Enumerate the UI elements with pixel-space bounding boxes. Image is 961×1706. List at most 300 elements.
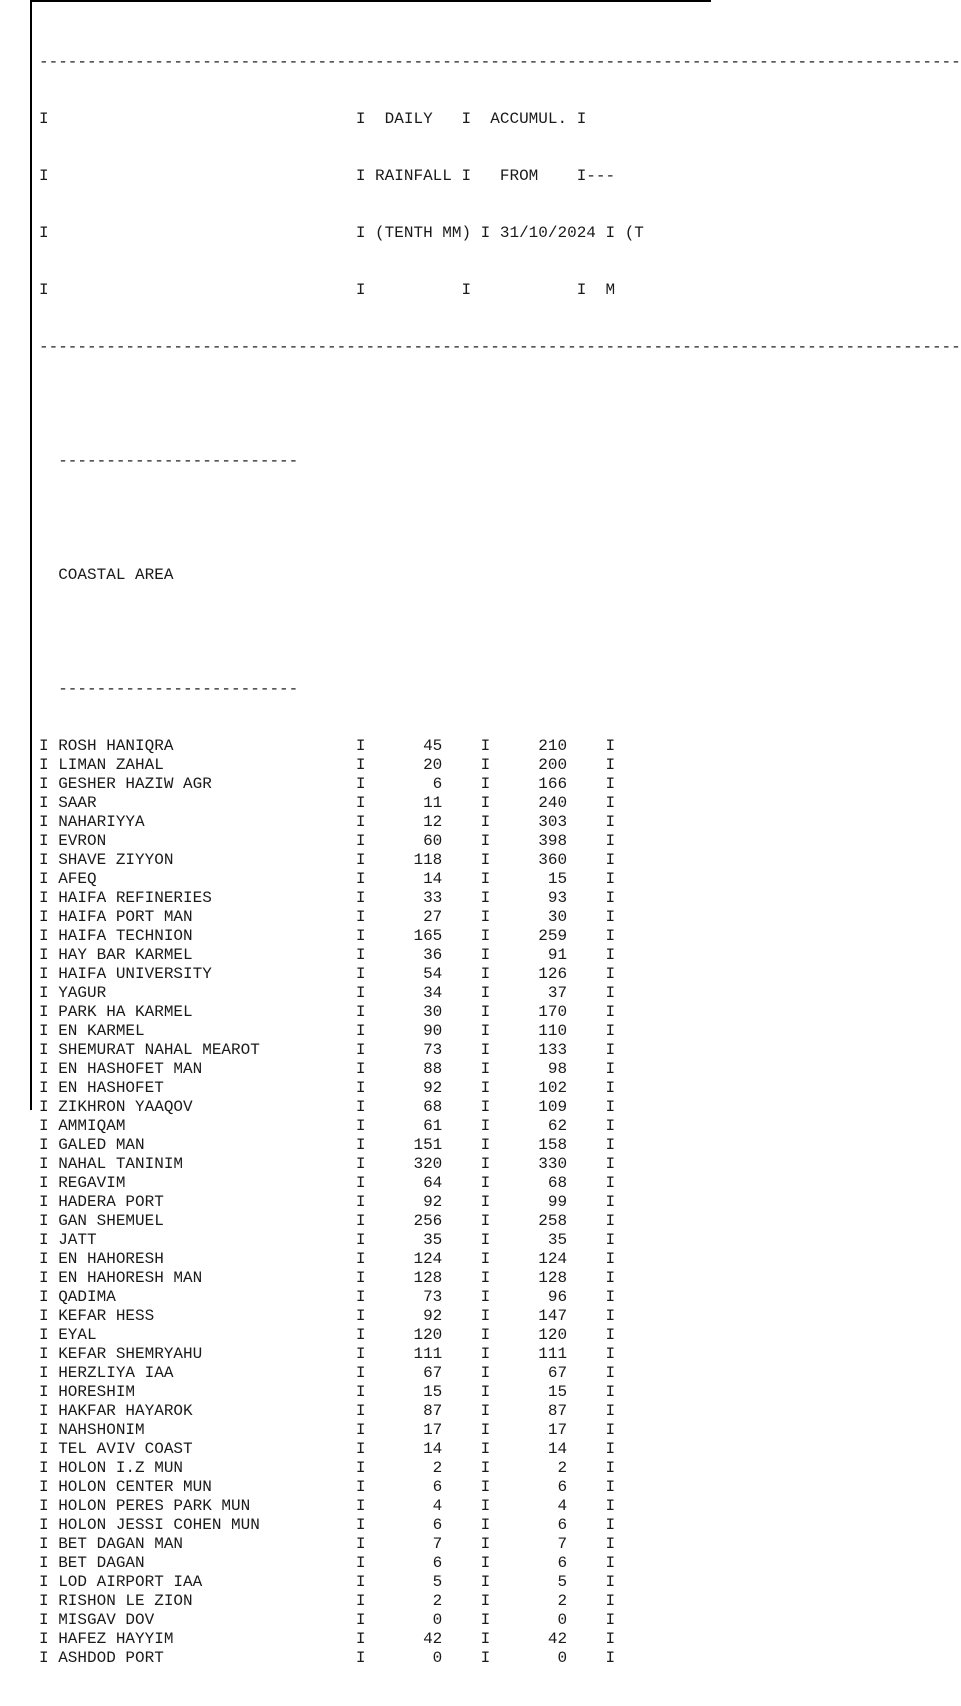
daily-rainfall-value: 68: [375, 1098, 472, 1116]
accumulated-rainfall-value: 0: [499, 1611, 606, 1629]
station-name: HAIFA PORT MAN: [58, 908, 347, 926]
column-separator: I: [605, 1383, 616, 1401]
station-name: GAN SHEMUEL: [58, 1212, 347, 1230]
accumulated-rainfall-value: 35: [499, 1231, 606, 1249]
column-separator: I: [39, 1098, 59, 1116]
daily-rainfall-value: 6: [375, 775, 472, 793]
column-separator: I: [605, 1288, 616, 1306]
table-row: [39, 1098, 961, 1117]
station-name: EN HASHOFET: [58, 1079, 347, 1097]
column-separator: I: [346, 889, 376, 907]
station-name: SHEMURAT NAHAL MEAROT: [58, 1041, 347, 1059]
daily-rainfall-value: 124: [375, 1250, 472, 1268]
column-separator: I: [346, 1573, 376, 1591]
table-row: [39, 1174, 961, 1193]
column-separator: I: [346, 1079, 376, 1097]
column-separator: I: [471, 1041, 500, 1059]
station-name: KEFAR HESS: [58, 1307, 347, 1325]
station-name: NAHSHONIM: [58, 1421, 347, 1439]
table-row: [39, 1193, 961, 1212]
column-separator: I: [39, 1573, 59, 1591]
accumulated-rainfall-value: 67: [499, 1364, 606, 1382]
column-separator: I: [39, 1630, 59, 1648]
station-name: GALED MAN: [58, 1136, 347, 1154]
column-separator: I: [471, 1098, 500, 1116]
header-bottom-rule: ------------------------------------------------------------------------------------------------: [39, 338, 961, 356]
column-separator: I: [346, 851, 376, 869]
section-title: COASTAL AREA: [58, 566, 174, 584]
column-separator: I: [605, 1326, 616, 1344]
column-separator: I: [471, 1497, 500, 1515]
table-row: [39, 1326, 961, 1345]
column-separator: I: [346, 1250, 376, 1268]
column-separator: I: [471, 813, 500, 831]
table-row: [39, 946, 961, 965]
column-separator: I: [471, 1155, 500, 1173]
column-separator: I: [39, 1041, 59, 1059]
column-separator: I: [471, 775, 500, 793]
daily-rainfall-value: 34: [375, 984, 472, 1002]
station-name: HAIFA UNIVERSITY: [58, 965, 347, 983]
table-row: [39, 1117, 961, 1136]
column-separator: I: [39, 1307, 59, 1325]
daily-rainfall-value: 92: [375, 1307, 472, 1325]
accumulated-rainfall-value: 17: [499, 1421, 606, 1439]
table-row: [39, 927, 961, 946]
column-separator: I: [605, 1516, 616, 1534]
station-name: EN KARMEL: [58, 1022, 347, 1040]
column-separator: I: [605, 889, 616, 907]
station-name: EN HAHORESH: [58, 1250, 347, 1268]
column-separator: I: [605, 1478, 616, 1496]
column-separator: I: [39, 1288, 59, 1306]
table-row: [39, 1383, 961, 1402]
daily-rainfall-value: 4: [375, 1497, 472, 1515]
column-separator: I: [346, 1630, 376, 1648]
table-row: [39, 851, 961, 870]
column-separator: I: [605, 870, 616, 888]
column-separator: I: [471, 1288, 500, 1306]
station-name: SAAR: [58, 794, 347, 812]
column-separator: I: [346, 1421, 376, 1439]
column-separator: I: [39, 1402, 59, 1420]
accumulated-rainfall-value: 147: [499, 1307, 606, 1325]
column-separator: I: [605, 1630, 616, 1648]
column-separator: I: [346, 1174, 376, 1192]
accumulated-rainfall-value: 37: [499, 984, 606, 1002]
column-separator: I: [346, 737, 376, 755]
column-separator: I: [39, 1649, 59, 1667]
column-separator: I: [39, 927, 59, 945]
daily-rainfall-value: 256: [375, 1212, 472, 1230]
station-name: HAY BAR KARMEL: [58, 946, 347, 964]
accumulated-rainfall-value: 133: [499, 1041, 606, 1059]
column-separator: I: [471, 1269, 500, 1287]
accumulated-rainfall-value: 6: [499, 1554, 606, 1572]
table-row: [39, 965, 961, 984]
column-separator: I: [39, 1592, 59, 1610]
column-separator: I: [471, 1326, 500, 1344]
daily-rainfall-value: 27: [375, 908, 472, 926]
station-rows: [39, 737, 961, 1668]
spacer: [39, 623, 961, 642]
column-separator: I: [346, 1440, 376, 1458]
column-separator: I: [605, 1003, 616, 1021]
column-separator: I: [39, 1212, 59, 1230]
column-separator: I: [39, 756, 59, 774]
column-separator: I: [346, 1402, 376, 1420]
table-row: [39, 1060, 961, 1079]
column-separator: I: [471, 889, 500, 907]
daily-rainfall-value: 17: [375, 1421, 472, 1439]
rainfall-report: [39, 15, 961, 1706]
station-name: EN HASHOFET MAN: [58, 1060, 347, 1078]
station-name: LOD AIRPORT IAA: [58, 1573, 347, 1591]
header-line-3: I I (TENTH MM) I 31/10/2024 I (T: [39, 224, 644, 242]
column-separator: I: [39, 1326, 59, 1344]
column-separator: I: [471, 1307, 500, 1325]
station-name: HOLON PERES PARK MUN: [58, 1497, 347, 1515]
column-separator: I: [346, 1022, 376, 1040]
station-name: AFEQ: [58, 870, 347, 888]
daily-rainfall-value: 67: [375, 1364, 472, 1382]
station-name: GESHER HAZIW AGR: [58, 775, 347, 793]
accumulated-rainfall-value: 98: [499, 1060, 606, 1078]
daily-rainfall-value: 320: [375, 1155, 472, 1173]
accumulated-rainfall-value: 166: [499, 775, 606, 793]
column-separator: I: [39, 1383, 59, 1401]
station-name: MISGAV DOV: [58, 1611, 347, 1629]
column-separator: I: [471, 1117, 500, 1135]
column-separator: I: [471, 794, 500, 812]
daily-rainfall-value: 120: [375, 1326, 472, 1344]
accumulated-rainfall-value: 87: [499, 1402, 606, 1420]
daily-rainfall-value: 165: [375, 927, 472, 945]
column-separator: I: [346, 1288, 376, 1306]
station-name: BET DAGAN MAN: [58, 1535, 347, 1553]
section-rule-top: -------------------------: [58, 452, 299, 470]
column-separator: I: [39, 1516, 59, 1534]
column-separator: I: [605, 1459, 616, 1477]
column-separator: I: [346, 1098, 376, 1116]
accumulated-rainfall-value: 126: [499, 965, 606, 983]
station-name: EVRON: [58, 832, 347, 850]
accumulated-rainfall-value: 303: [499, 813, 606, 831]
column-separator: I: [471, 1516, 500, 1534]
column-separator: I: [39, 946, 59, 964]
column-separator: I: [605, 1554, 616, 1572]
column-separator: I: [471, 1003, 500, 1021]
column-separator: I: [39, 813, 59, 831]
column-separator: I: [605, 813, 616, 831]
daily-rainfall-value: 45: [375, 737, 472, 755]
column-separator: I: [605, 832, 616, 850]
column-separator: I: [605, 1098, 616, 1116]
column-separator: I: [39, 1497, 59, 1515]
station-name: HADERA PORT: [58, 1193, 347, 1211]
daily-rainfall-value: 14: [375, 870, 472, 888]
station-name: TEL AVIV COAST: [58, 1440, 347, 1458]
column-separator: I: [39, 1079, 59, 1097]
accumulated-rainfall-value: 158: [499, 1136, 606, 1154]
column-separator: I: [471, 1421, 500, 1439]
column-separator: I: [471, 1592, 500, 1610]
column-separator: I: [471, 946, 500, 964]
accumulated-rainfall-value: 68: [499, 1174, 606, 1192]
column-separator: I: [471, 1231, 500, 1249]
accumulated-rainfall-value: 259: [499, 927, 606, 945]
column-separator: I: [346, 1136, 376, 1154]
station-name: JATT: [58, 1231, 347, 1249]
column-separator: I: [39, 1250, 59, 1268]
column-separator: I: [471, 1554, 500, 1572]
daily-rainfall-value: 54: [375, 965, 472, 983]
station-name: HAIFA REFINERIES: [58, 889, 347, 907]
daily-rainfall-value: 6: [375, 1516, 472, 1534]
column-separator: I: [39, 1003, 59, 1021]
daily-rainfall-value: 20: [375, 756, 472, 774]
document-page: [30, 0, 961, 1667]
daily-rainfall-value: 15: [375, 1383, 472, 1401]
column-separator: I: [346, 1117, 376, 1135]
column-separator: I: [346, 1649, 376, 1667]
column-separator: I: [471, 1022, 500, 1040]
column-separator: I: [346, 1193, 376, 1211]
table-row: [39, 1573, 961, 1592]
spacer: [39, 395, 961, 414]
table-row: [39, 1611, 961, 1630]
column-separator: I: [471, 1364, 500, 1382]
accumulated-rainfall-value: 6: [499, 1516, 606, 1534]
station-name: SHAVE ZIYYON: [58, 851, 347, 869]
accumulated-rainfall-value: 258: [499, 1212, 606, 1230]
daily-rainfall-value: 0: [375, 1649, 472, 1667]
header-line-4: I I I I M: [39, 281, 616, 299]
column-separator: I: [39, 1231, 59, 1249]
accumulated-rainfall-value: 7: [499, 1535, 606, 1553]
column-separator: I: [605, 1022, 616, 1040]
daily-rainfall-value: 14: [375, 1440, 472, 1458]
column-separator: I: [346, 832, 376, 850]
column-separator: I: [605, 1231, 616, 1249]
table-row: [39, 1079, 961, 1098]
daily-rainfall-value: 6: [375, 1478, 472, 1496]
accumulated-rainfall-value: 42: [499, 1630, 606, 1648]
accumulated-rainfall-value: 2: [499, 1592, 606, 1610]
station-name: HOLON CENTER MUN: [58, 1478, 347, 1496]
column-separator: I: [605, 756, 616, 774]
column-separator: I: [605, 1041, 616, 1059]
accumulated-rainfall-value: 110: [499, 1022, 606, 1040]
column-separator: I: [471, 1136, 500, 1154]
accumulated-rainfall-value: 6: [499, 1478, 606, 1496]
column-separator: I: [346, 1155, 376, 1173]
daily-rainfall-value: 151: [375, 1136, 472, 1154]
column-separator: I: [605, 1611, 616, 1629]
table-row: [39, 813, 961, 832]
column-separator: I: [346, 1326, 376, 1344]
station-name: HORESHIM: [58, 1383, 347, 1401]
accumulated-rainfall-value: 240: [499, 794, 606, 812]
table-row: [39, 832, 961, 851]
column-separator: I: [39, 1136, 59, 1154]
daily-rainfall-value: 90: [375, 1022, 472, 1040]
table-row: [39, 1136, 961, 1155]
daily-rainfall-value: 36: [375, 946, 472, 964]
table-row: [39, 1364, 961, 1383]
station-name: HAIFA TECHNION: [58, 927, 347, 945]
table-row: [39, 1421, 961, 1440]
daily-rainfall-value: 128: [375, 1269, 472, 1287]
table-row: [39, 794, 961, 813]
section-rule-bottom: -------------------------: [58, 680, 299, 698]
column-separator: I: [605, 1117, 616, 1135]
column-separator: I: [346, 1497, 376, 1515]
column-separator: I: [605, 737, 616, 755]
station-name: HAFEZ HAYYIM: [58, 1630, 347, 1648]
table-row: [39, 1516, 961, 1535]
accumulated-rainfall-value: 120: [499, 1326, 606, 1344]
column-separator: I: [605, 1250, 616, 1268]
column-separator: I: [39, 1364, 59, 1382]
station-name: BET DAGAN: [58, 1554, 347, 1572]
table-row: [39, 1478, 961, 1497]
accumulated-rainfall-value: 91: [499, 946, 606, 964]
header-line-2: I I RAINFALL I FROM I---: [39, 167, 616, 185]
accumulated-rainfall-value: 2: [499, 1459, 606, 1477]
table-row: [39, 1250, 961, 1269]
station-name: ZIKHRON YAAQOV: [58, 1098, 347, 1116]
column-separator: I: [346, 1592, 376, 1610]
column-separator: I: [605, 1345, 616, 1363]
column-separator: I: [605, 1364, 616, 1382]
station-name: ASHDOD PORT: [58, 1649, 347, 1667]
accumulated-rainfall-value: 398: [499, 832, 606, 850]
station-name: RISHON LE ZION: [58, 1592, 347, 1610]
column-separator: I: [39, 832, 59, 850]
column-separator: I: [605, 908, 616, 926]
column-separator: I: [346, 794, 376, 812]
column-separator: I: [471, 756, 500, 774]
column-separator: I: [605, 1155, 616, 1173]
column-separator: I: [471, 927, 500, 945]
accumulated-rainfall-value: 99: [499, 1193, 606, 1211]
accumulated-rainfall-value: 330: [499, 1155, 606, 1173]
column-separator: I: [471, 1573, 500, 1591]
column-separator: I: [471, 965, 500, 983]
column-separator: I: [471, 870, 500, 888]
column-separator: I: [346, 927, 376, 945]
table-row: [39, 1269, 961, 1288]
column-separator: I: [605, 1212, 616, 1230]
daily-rainfall-value: 11: [375, 794, 472, 812]
daily-rainfall-value: 6: [375, 1554, 472, 1572]
column-separator: I: [346, 1383, 376, 1401]
column-separator: I: [39, 1478, 59, 1496]
station-name: NAHARIYYA: [58, 813, 347, 831]
station-name: YAGUR: [58, 984, 347, 1002]
daily-rainfall-value: 88: [375, 1060, 472, 1078]
column-separator: I: [471, 1478, 500, 1496]
column-separator: I: [471, 737, 500, 755]
station-name: HOLON JESSI COHEN MUN: [58, 1516, 347, 1534]
column-separator: I: [605, 1402, 616, 1420]
column-separator: I: [471, 832, 500, 850]
column-separator: I: [471, 1649, 500, 1667]
accumulated-rainfall-value: 96: [499, 1288, 606, 1306]
column-separator: I: [605, 1060, 616, 1078]
station-name: LIMAN ZAHAL: [58, 756, 347, 774]
column-separator: I: [605, 1573, 616, 1591]
column-separator: I: [471, 1459, 500, 1477]
daily-rainfall-value: 12: [375, 813, 472, 831]
station-name: EYAL: [58, 1326, 347, 1344]
table-row: [39, 1402, 961, 1421]
column-separator: I: [471, 1174, 500, 1192]
station-name: NAHAL TANINIM: [58, 1155, 347, 1173]
daily-rainfall-value: 87: [375, 1402, 472, 1420]
column-separator: I: [346, 908, 376, 926]
table-row: [39, 1288, 961, 1307]
column-separator: I: [346, 756, 376, 774]
table-row: [39, 1630, 961, 1649]
column-separator: I: [605, 1136, 616, 1154]
column-separator: I: [346, 946, 376, 964]
table-row: [39, 1459, 961, 1478]
column-separator: I: [346, 1003, 376, 1021]
column-separator: I: [39, 908, 59, 926]
daily-rainfall-value: 73: [375, 1041, 472, 1059]
station-name: HERZLIYA IAA: [58, 1364, 347, 1382]
daily-rainfall-value: 64: [375, 1174, 472, 1192]
column-separator: I: [39, 1269, 59, 1287]
table-row: [39, 870, 961, 889]
daily-rainfall-value: 30: [375, 1003, 472, 1021]
accumulated-rainfall-value: 210: [499, 737, 606, 755]
daily-rainfall-value: 2: [375, 1459, 472, 1477]
daily-rainfall-value: 73: [375, 1288, 472, 1306]
column-separator: I: [39, 1459, 59, 1477]
column-separator: I: [605, 946, 616, 964]
column-separator: I: [39, 851, 59, 869]
column-separator: I: [605, 1307, 616, 1325]
column-separator: I: [346, 1269, 376, 1287]
table-row: [39, 1307, 961, 1326]
table-row: [39, 1155, 961, 1174]
column-separator: I: [39, 1174, 59, 1192]
station-name: KEFAR SHEMRYAHU: [58, 1345, 347, 1363]
table-row: [39, 1497, 961, 1516]
table-row: [39, 908, 961, 927]
column-separator: I: [346, 1611, 376, 1629]
accumulated-rainfall-value: 15: [499, 1383, 606, 1401]
accumulated-rainfall-value: 109: [499, 1098, 606, 1116]
column-separator: I: [471, 1345, 500, 1363]
column-separator: I: [39, 1611, 59, 1629]
column-separator: I: [39, 1421, 59, 1439]
column-separator: I: [39, 1117, 59, 1135]
column-separator: I: [346, 1535, 376, 1553]
station-name: HOLON I.Z MUN: [58, 1459, 347, 1477]
accumulated-rainfall-value: 111: [499, 1345, 606, 1363]
table-row: [39, 889, 961, 908]
column-separator: I: [471, 1383, 500, 1401]
column-separator: I: [605, 1535, 616, 1553]
accumulated-rainfall-value: 360: [499, 851, 606, 869]
column-separator: I: [346, 1554, 376, 1572]
accumulated-rainfall-value: 5: [499, 1573, 606, 1591]
accumulated-rainfall-value: 30: [499, 908, 606, 926]
